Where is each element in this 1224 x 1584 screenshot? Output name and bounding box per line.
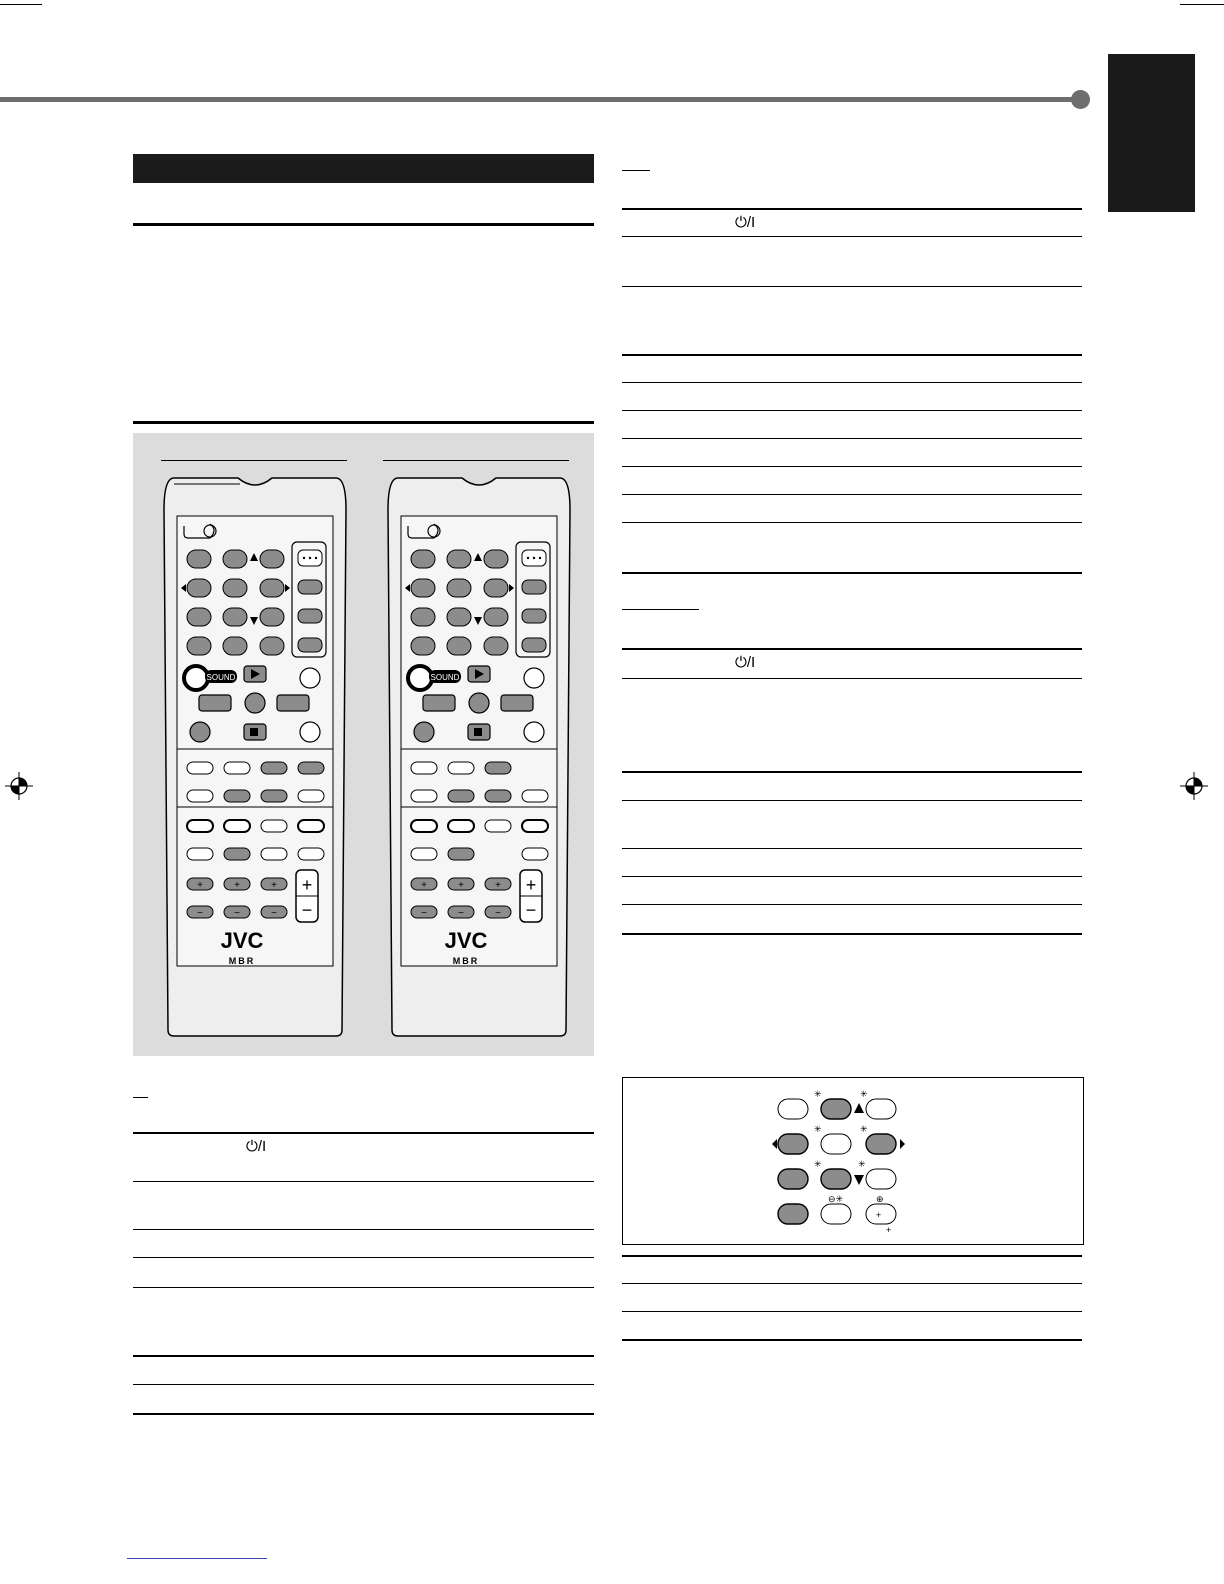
keypad-table-rule — [622, 1283, 1082, 1284]
svg-text:+: + — [525, 875, 537, 895]
svg-text:−: − — [234, 908, 240, 919]
svg-text:SOUND: SOUND — [206, 673, 236, 682]
keypad-table-rule — [622, 1311, 1082, 1312]
crop-mark-top-right — [1180, 4, 1224, 5]
right-table-rule — [622, 382, 1082, 383]
svg-text:✳: ✳ — [814, 1124, 822, 1134]
language-tab — [1108, 54, 1195, 212]
svg-text:+: + — [886, 1225, 892, 1235]
svg-text:+: + — [458, 880, 464, 891]
right-table-rule — [622, 494, 1082, 495]
remote-caption-rule-right — [383, 460, 569, 461]
svg-text:−: − — [458, 908, 464, 919]
remote-control-right — [384, 470, 574, 1040]
right-table-bottom-rule — [622, 572, 1082, 574]
right-table2-rule — [622, 848, 1082, 849]
left-table-rule — [133, 1257, 594, 1258]
svg-text:+: + — [234, 880, 240, 891]
keypad-table-top-rule — [622, 1255, 1082, 1257]
svg-text:+: + — [876, 1210, 882, 1220]
right-table-rule — [622, 286, 1082, 287]
svg-text:SOUND: SOUND — [430, 673, 460, 682]
crop-mark-top-left — [0, 4, 42, 5]
registration-mark-left — [5, 772, 33, 800]
svg-text:−: − — [525, 900, 537, 920]
power-icon: ⏻/I — [246, 1138, 267, 1155]
svg-text:−: − — [301, 900, 313, 920]
right-table-rule — [622, 522, 1082, 523]
right-table2-top-rule — [622, 648, 1082, 650]
right-table2-rule — [622, 771, 1082, 773]
right-table2-rule — [622, 800, 1082, 801]
svg-text:✳: ✳ — [858, 1159, 866, 1169]
svg-text:−: − — [421, 908, 427, 919]
subsection-rule-2 — [133, 421, 594, 424]
svg-text:+: + — [421, 880, 427, 891]
right-table2-rule — [622, 876, 1082, 877]
svg-text:✳: ✳ — [860, 1124, 868, 1134]
svg-text:JVC: JVC — [444, 928, 488, 953]
remote-caption-rule-left — [161, 460, 347, 461]
left-table-rule — [133, 1384, 594, 1385]
power-icon: ⏻/I — [735, 654, 756, 671]
footer-link-rule[interactable] — [127, 1558, 267, 1559]
right-table-rule — [622, 236, 1082, 237]
svg-text:−: − — [271, 908, 277, 919]
power-icon: ⏻/I — [735, 214, 756, 231]
svg-text:JVC: JVC — [220, 928, 264, 953]
right-table2-rule — [622, 904, 1082, 905]
svg-text:−: − — [495, 908, 501, 919]
svg-text:✳: ✳ — [814, 1089, 822, 1099]
note-mark-right — [622, 170, 650, 171]
header-rule — [0, 97, 1080, 102]
svg-text:✳: ✳ — [814, 1159, 822, 1169]
registration-mark-right — [1180, 772, 1208, 800]
note-mark-left — [133, 1097, 148, 1098]
left-table-top-rule — [133, 1132, 594, 1134]
svg-text:+: + — [495, 880, 501, 891]
right-table2-bottom-rule — [622, 933, 1082, 935]
right-table-top-rule — [622, 208, 1082, 210]
subsection-rule-1 — [133, 223, 594, 226]
left-table-rule — [133, 1355, 594, 1357]
svg-text:⊕: ⊕ — [876, 1194, 884, 1204]
svg-text:MBR: MBR — [452, 956, 480, 966]
svg-text:⊖✳: ⊖✳ — [828, 1194, 844, 1204]
right-table-rule — [622, 466, 1082, 467]
svg-text:+: + — [301, 875, 313, 895]
svg-text:−: − — [197, 908, 203, 919]
note-mark-right-2 — [622, 609, 699, 610]
left-table-bottom-rule — [133, 1413, 594, 1415]
right-table-rule — [622, 354, 1082, 356]
svg-text:+: + — [271, 880, 277, 891]
keypad-detail-diagram — [770, 1085, 920, 1235]
left-table-rule — [133, 1181, 594, 1182]
header-rule-knob — [1071, 90, 1090, 109]
section-title-bar — [133, 154, 594, 183]
right-table-rule — [622, 438, 1082, 439]
svg-text:+: + — [197, 880, 203, 891]
svg-text:✳: ✳ — [860, 1089, 868, 1099]
left-table-rule — [133, 1229, 594, 1230]
left-table-rule — [133, 1287, 594, 1288]
svg-text:MBR: MBR — [228, 956, 256, 966]
right-table2-rule — [622, 678, 1082, 679]
remote-control-left — [160, 470, 350, 1040]
right-table-rule — [622, 410, 1082, 411]
keypad-table-bottom-rule — [622, 1339, 1082, 1341]
